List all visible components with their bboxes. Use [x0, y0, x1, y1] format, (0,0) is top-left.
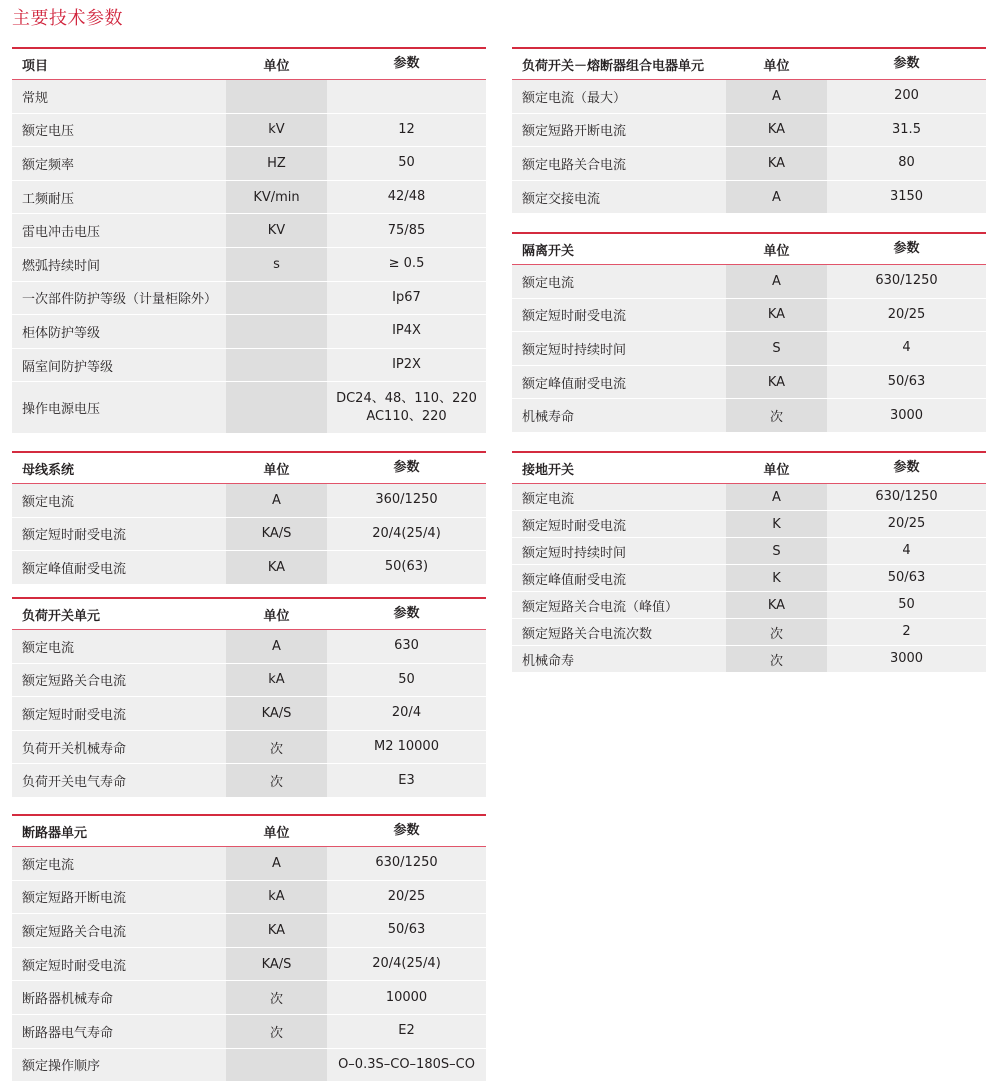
- cell-col-unit: kA: [226, 881, 327, 914]
- cell-col-name: 额定短时持续时间: [512, 332, 726, 365]
- cell-col-value: 360/1250: [327, 484, 486, 517]
- cell-col-value: E3: [327, 764, 486, 797]
- cell-col-name: 燃弧持续时间: [12, 248, 226, 281]
- cell-col-name: 额定操作顺序: [12, 1049, 226, 1082]
- page-title: 主要技术参数: [12, 8, 123, 29]
- table-header: [12, 453, 486, 484]
- table-header: [512, 234, 986, 265]
- table-row: [12, 348, 486, 382]
- table-row: [512, 564, 986, 591]
- header-col-unit: 单位: [263, 58, 290, 74]
- cell-col-name: 额定短路关合电流: [12, 664, 226, 697]
- table-row: [12, 314, 486, 348]
- cell-col-unit: 次: [226, 1015, 327, 1048]
- table-row: [12, 247, 486, 281]
- cell-col-unit: KA/S: [226, 697, 327, 730]
- table-row: [512, 146, 986, 180]
- cell-col-unit: KA: [726, 366, 827, 399]
- cell-col-value: 630/1250: [827, 265, 986, 298]
- table-row: [12, 550, 486, 584]
- cell-col-value: 3150: [827, 181, 986, 214]
- header-col-unit: 单位: [263, 825, 290, 841]
- table-header: [12, 49, 486, 80]
- cell-col-unit: K: [726, 565, 827, 591]
- cell-col-unit: kV: [226, 114, 327, 147]
- header-col-value: 参数: [893, 460, 920, 475]
- cell-col-value: 10000: [327, 981, 486, 1014]
- cell-col-unit: [226, 349, 327, 382]
- table-row: [12, 730, 486, 764]
- header-col-name: 母线系统: [22, 462, 75, 478]
- cell-col-name: 柜体防护等级: [12, 315, 226, 348]
- cell-col-unit: A: [726, 80, 827, 113]
- cell-col-unit: KA: [726, 114, 827, 147]
- header-col-name: 项目: [22, 58, 49, 74]
- cell-col-name: 机械寿命: [512, 399, 726, 432]
- table-row: [12, 763, 486, 797]
- cell-col-unit: KA/S: [226, 948, 327, 981]
- header-col-value: 参数: [393, 56, 420, 71]
- header-col-value: 参数: [393, 606, 420, 621]
- cell-col-name: 额定短路关合电流（峰值）: [512, 592, 726, 618]
- header-col-unit: 单位: [763, 462, 790, 478]
- cell-col-name: 常规: [12, 80, 226, 113]
- cell-col-value: IP4X: [327, 315, 486, 348]
- cell-col-unit: A: [226, 847, 327, 880]
- table-row: [12, 1048, 486, 1082]
- header-col-name: 负荷开关－熔断器组合电器单元: [522, 58, 705, 74]
- table-row: [512, 591, 986, 618]
- header-col-unit: 单位: [763, 243, 790, 259]
- cell-col-value: DC24、48、110、220 AC110、220: [327, 382, 486, 433]
- cell-col-name: 额定短路关合电流次数: [512, 619, 726, 645]
- table-row: [512, 113, 986, 147]
- cell-col-value: 20/4(25/4): [327, 518, 486, 551]
- table-row: [12, 213, 486, 247]
- cell-col-unit: KA: [726, 592, 827, 618]
- header-col-unit: 单位: [263, 462, 290, 478]
- table-row: [12, 180, 486, 214]
- cell-col-unit: 次: [726, 646, 827, 672]
- header-col-name: 断路器单元: [22, 825, 88, 841]
- cell-col-unit: KA/S: [226, 518, 327, 551]
- cell-col-unit: A: [226, 484, 327, 517]
- cell-col-value: 20/4(25/4): [327, 948, 486, 981]
- cell-col-name: 雷电冲击电压: [12, 214, 226, 247]
- cell-col-name: 额定电流: [12, 630, 226, 663]
- table-breaker: [12, 814, 486, 1081]
- cell-col-value: Ip67: [327, 282, 486, 315]
- cell-col-value: 2: [827, 619, 986, 645]
- cell-col-value: 50(63): [327, 551, 486, 584]
- cell-col-unit: 次: [226, 981, 327, 1014]
- cell-col-value: 80: [827, 147, 986, 180]
- cell-col-name: 断路器电气寿命: [12, 1015, 226, 1048]
- table-header: [12, 816, 486, 847]
- table-row: [12, 630, 486, 663]
- cell-col-name: 额定短时耐受电流: [12, 948, 226, 981]
- cell-col-value: 4: [827, 332, 986, 365]
- cell-col-unit: [226, 315, 327, 348]
- cell-col-name: 额定电流（最大）: [512, 80, 726, 113]
- cell-col-name: 额定短时持续时间: [512, 538, 726, 564]
- cell-col-name: 额定电流: [512, 484, 726, 510]
- cell-col-unit: KV/min: [226, 181, 327, 214]
- table-row: [512, 265, 986, 298]
- cell-col-name: 额定频率: [12, 147, 226, 180]
- cell-col-value: 50/63: [827, 366, 986, 399]
- cell-col-value: 630: [327, 630, 486, 663]
- table-row: [12, 847, 486, 880]
- cell-col-unit: 次: [726, 619, 827, 645]
- cell-col-value: [327, 80, 486, 113]
- table-row: [12, 80, 486, 113]
- table-row: [512, 365, 986, 399]
- table-row: [12, 880, 486, 914]
- cell-col-value: 630/1250: [827, 484, 986, 510]
- cell-col-name: 额定电压: [12, 114, 226, 147]
- cell-col-name: 额定短时耐受电流: [512, 511, 726, 537]
- cell-col-unit: S: [726, 538, 827, 564]
- cell-col-name: 隔室间防护等级: [12, 349, 226, 382]
- table-isolator: [512, 232, 986, 432]
- header-col-unit: 单位: [263, 608, 290, 624]
- table-busbar: [12, 451, 486, 584]
- cell-col-name: 额定短时耐受电流: [12, 518, 226, 551]
- cell-col-value: 50/63: [327, 914, 486, 947]
- cell-col-name: 负荷开关机械寿命: [12, 731, 226, 764]
- cell-col-name: 额定电流: [512, 265, 726, 298]
- cell-col-unit: KA: [726, 299, 827, 332]
- header-col-value: 参数: [393, 823, 420, 838]
- table-header: [12, 599, 486, 630]
- cell-col-value: O–0.3S–CO–180S–CO: [327, 1049, 486, 1082]
- cell-col-name: 操作电源电压: [12, 382, 226, 433]
- cell-col-name: 额定短时耐受电流: [512, 299, 726, 332]
- table-fuse-combo: [512, 47, 986, 213]
- cell-col-unit: KA: [226, 551, 327, 584]
- cell-col-name: 额定交接电流: [512, 181, 726, 214]
- cell-col-name: 工频耐压: [12, 181, 226, 214]
- table-row: [512, 180, 986, 214]
- cell-col-unit: [226, 382, 327, 433]
- table-row: [512, 537, 986, 564]
- cell-col-unit: kA: [226, 664, 327, 697]
- cell-col-value: 12: [327, 114, 486, 147]
- cell-col-name: 额定电流: [12, 847, 226, 880]
- table-header: [512, 49, 986, 80]
- cell-col-unit: A: [726, 484, 827, 510]
- cell-col-name: 额定短路开断电流: [12, 881, 226, 914]
- table-row: [512, 645, 986, 672]
- table-row: [12, 484, 486, 517]
- table-row: [12, 1014, 486, 1048]
- cell-col-unit: [226, 1049, 327, 1082]
- cell-col-value: 75/85: [327, 214, 486, 247]
- cell-col-name: 机械命寿: [512, 646, 726, 672]
- table-row: [512, 618, 986, 645]
- table-header: [512, 453, 986, 484]
- cell-col-unit: [226, 80, 327, 113]
- table-row: [12, 113, 486, 147]
- cell-col-value: 42/48: [327, 181, 486, 214]
- cell-col-unit: A: [726, 265, 827, 298]
- cell-col-value: IP2X: [327, 349, 486, 382]
- table-load-switch: [12, 597, 486, 797]
- header-col-value: 参数: [893, 56, 920, 71]
- cell-col-value: 20/25: [827, 299, 986, 332]
- cell-col-name: 一次部件防护等级（计量柜除外）: [12, 282, 226, 315]
- cell-col-name: 额定短时耐受电流: [12, 697, 226, 730]
- cell-col-name: 额定电流: [12, 484, 226, 517]
- table-row: [512, 398, 986, 432]
- table-row: [12, 381, 486, 433]
- cell-col-unit: A: [726, 181, 827, 214]
- cell-col-value: 20/4: [327, 697, 486, 730]
- cell-col-value: 20/25: [827, 511, 986, 537]
- header-col-value: 参数: [893, 241, 920, 256]
- table-row: [512, 331, 986, 365]
- table-row: [512, 510, 986, 537]
- header-col-unit: 单位: [763, 58, 790, 74]
- cell-col-value: 31.5: [827, 114, 986, 147]
- table-row: [12, 913, 486, 947]
- cell-col-name: 额定短路关合电流: [12, 914, 226, 947]
- cell-col-value: 630/1250: [327, 847, 486, 880]
- cell-col-unit: KA: [226, 914, 327, 947]
- cell-col-unit: S: [726, 332, 827, 365]
- cell-col-value: 50/63: [827, 565, 986, 591]
- table-general: [12, 47, 486, 433]
- cell-col-unit: 次: [726, 399, 827, 432]
- cell-col-unit: HZ: [226, 147, 327, 180]
- cell-col-unit: s: [226, 248, 327, 281]
- cell-col-value: 3000: [827, 646, 986, 672]
- cell-col-unit: [226, 282, 327, 315]
- header-col-value: 参数: [393, 460, 420, 475]
- cell-col-name: 额定峰值耐受电流: [512, 366, 726, 399]
- table-row: [12, 517, 486, 551]
- header-col-name: 负荷开关单元: [22, 608, 101, 624]
- header-col-name: 接地开关: [522, 462, 575, 478]
- cell-col-unit: KA: [726, 147, 827, 180]
- cell-col-value: 50: [327, 147, 486, 180]
- cell-col-value: 20/25: [327, 881, 486, 914]
- cell-col-value: 3000: [827, 399, 986, 432]
- table-row: [12, 947, 486, 981]
- cell-col-name: 额定峰值耐受电流: [12, 551, 226, 584]
- cell-col-unit: K: [726, 511, 827, 537]
- table-row: [512, 484, 986, 510]
- cell-col-value: ≥ 0.5: [327, 248, 486, 281]
- cell-col-value: 200: [827, 80, 986, 113]
- cell-col-unit: KV: [226, 214, 327, 247]
- cell-col-name: 额定短路开断电流: [512, 114, 726, 147]
- table-row: [12, 146, 486, 180]
- table-row: [12, 696, 486, 730]
- cell-col-value: E2: [327, 1015, 486, 1048]
- header-col-name: 隔离开关: [522, 243, 575, 259]
- cell-col-unit: A: [226, 630, 327, 663]
- cell-col-value: M2 10000: [327, 731, 486, 764]
- cell-col-unit: 次: [226, 764, 327, 797]
- cell-col-name: 断路器机械寿命: [12, 981, 226, 1014]
- cell-col-value: 4: [827, 538, 986, 564]
- cell-col-name: 额定电路关合电流: [512, 147, 726, 180]
- table-row: [12, 663, 486, 697]
- table-row: [12, 281, 486, 315]
- table-earthing: [512, 451, 986, 672]
- table-row: [12, 980, 486, 1014]
- cell-col-name: 额定峰值耐受电流: [512, 565, 726, 591]
- cell-col-value: 50: [827, 592, 986, 618]
- cell-col-name: 负荷开关电气寿命: [12, 764, 226, 797]
- cell-col-value: 50: [327, 664, 486, 697]
- cell-col-unit: 次: [226, 731, 327, 764]
- table-row: [512, 80, 986, 113]
- table-row: [512, 298, 986, 332]
